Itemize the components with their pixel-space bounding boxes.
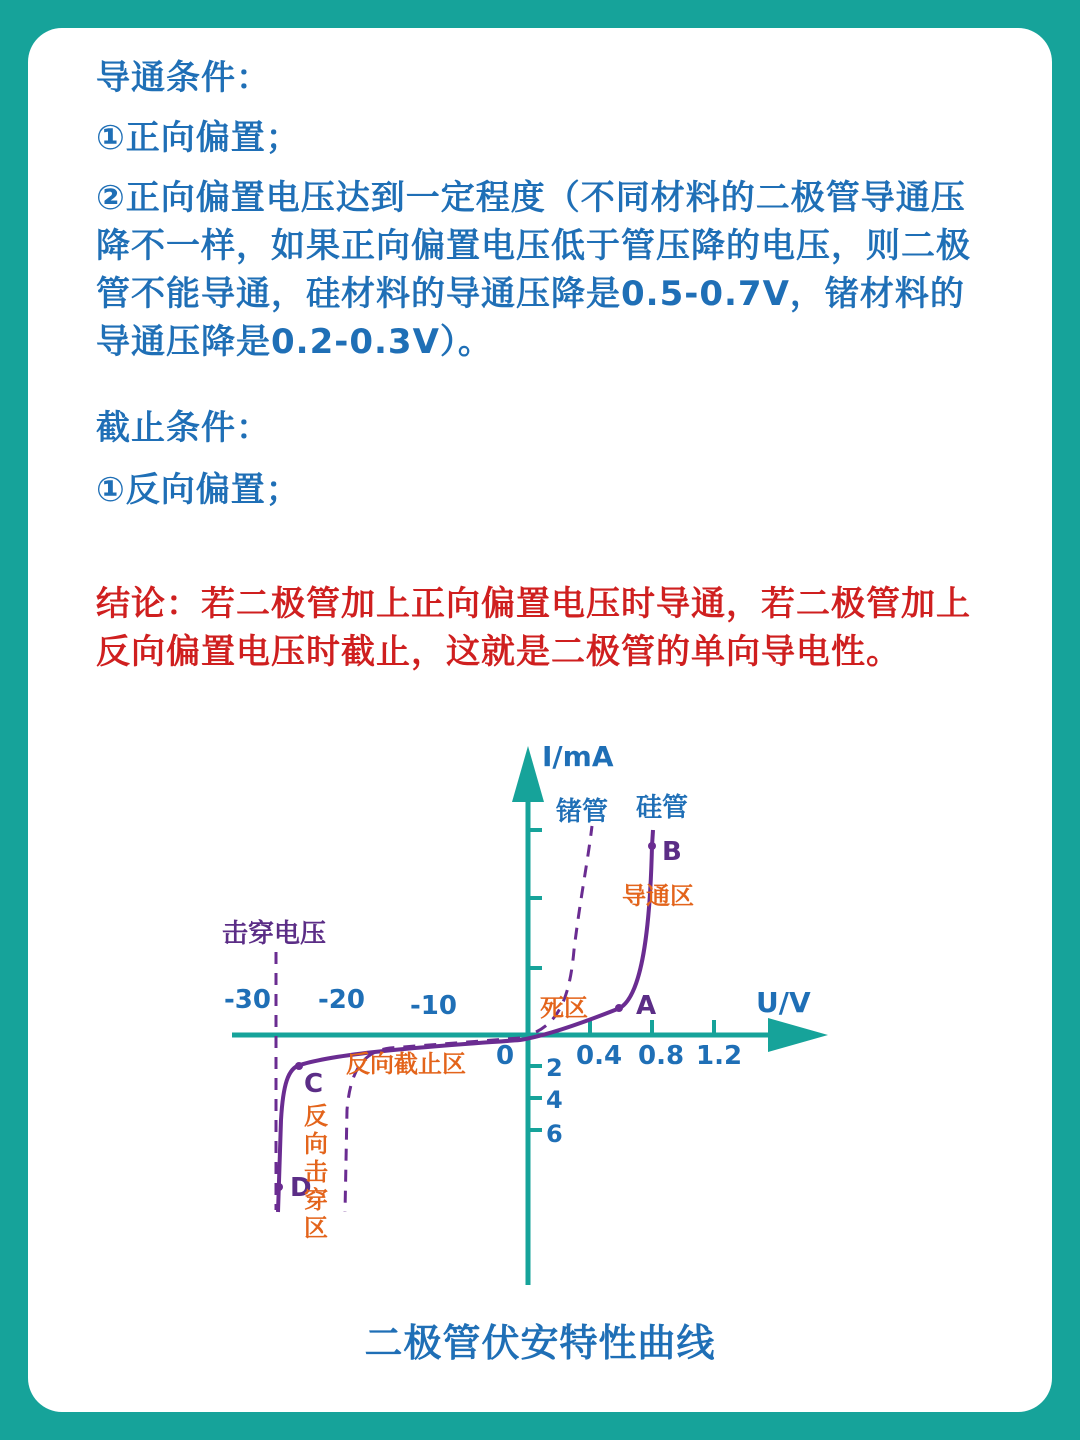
x-tick-label-neg30: -30 bbox=[224, 985, 271, 1015]
point-a-marker bbox=[615, 1004, 623, 1012]
reverse-cutoff-region-label: 反向截止区 bbox=[346, 1050, 466, 1078]
x-tick-label-neg20: -20 bbox=[318, 985, 365, 1015]
conduction-region-label: 导通区 bbox=[622, 882, 694, 910]
y-tick-label-4: 4 bbox=[546, 1086, 563, 1114]
conduction-item-2: ②正向偏置电压达到一定程度（不同材料的二极管导通压降不一样，如果正向偏置电压低于管压降的电压，则二极管不能导通，硅材料的导通压降是0.5-0.7V，锗材料的导通压降是0.2-0.3V）。 bbox=[96, 178, 971, 362]
axis-ticks bbox=[528, 830, 714, 1130]
conduction-title: 导通条件： bbox=[96, 58, 271, 98]
germanium-label: 锗管 bbox=[556, 797, 609, 827]
x-axis-label: U/V bbox=[756, 986, 811, 1019]
reverse-breakdown-char-4: 穿 bbox=[304, 1186, 328, 1214]
origin-label: 0 bbox=[496, 1041, 515, 1071]
x-tick-label-neg10: -10 bbox=[410, 991, 457, 1021]
silicon-label: 硅管 bbox=[636, 793, 689, 823]
silicon-iv-curve bbox=[278, 830, 653, 1212]
point-d-marker bbox=[275, 1183, 283, 1191]
point-a-label: A bbox=[636, 991, 657, 1021]
x-tick-label-1-2: 1.2 bbox=[696, 1041, 743, 1071]
y-axis-arrow bbox=[512, 746, 544, 802]
dead-zone-label: 死区 bbox=[540, 994, 588, 1022]
reverse-breakdown-char-5: 区 bbox=[304, 1214, 328, 1242]
y-tick-label-2: 2 bbox=[546, 1054, 563, 1082]
point-c-label: C bbox=[304, 1069, 324, 1099]
reverse-breakdown-char-3: 击 bbox=[304, 1158, 328, 1186]
point-c-marker bbox=[295, 1062, 303, 1070]
reverse-breakdown-char-2: 向 bbox=[304, 1130, 328, 1158]
point-b-label: B bbox=[662, 837, 682, 867]
cutoff-item-1: ①反向偏置； bbox=[96, 470, 301, 510]
point-d-label: D bbox=[290, 1173, 312, 1203]
x-axis-arrow bbox=[768, 1018, 828, 1052]
conclusion-text: 结论：若二极管加上正向偏置电压时导通，若二极管加上反向偏置电压时截止，这就是二极管的单向导电性。 bbox=[96, 584, 971, 672]
point-b-marker bbox=[648, 842, 656, 850]
y-axis-label: I/mA bbox=[542, 740, 614, 773]
conduction-item-1: ①正向偏置； bbox=[96, 118, 301, 158]
y-tick-label-6: 6 bbox=[546, 1120, 563, 1148]
reverse-breakdown-char-1: 反 bbox=[304, 1102, 328, 1130]
cutoff-title: 截止条件： bbox=[96, 408, 271, 448]
x-tick-label-0-8: 0.8 bbox=[638, 1041, 685, 1071]
x-tick-label-0-4: 0.4 bbox=[576, 1041, 623, 1071]
breakdown-voltage-label: 击穿电压 bbox=[222, 919, 327, 949]
diagram-caption: 二极管伏安特性曲线 bbox=[364, 1321, 716, 1365]
